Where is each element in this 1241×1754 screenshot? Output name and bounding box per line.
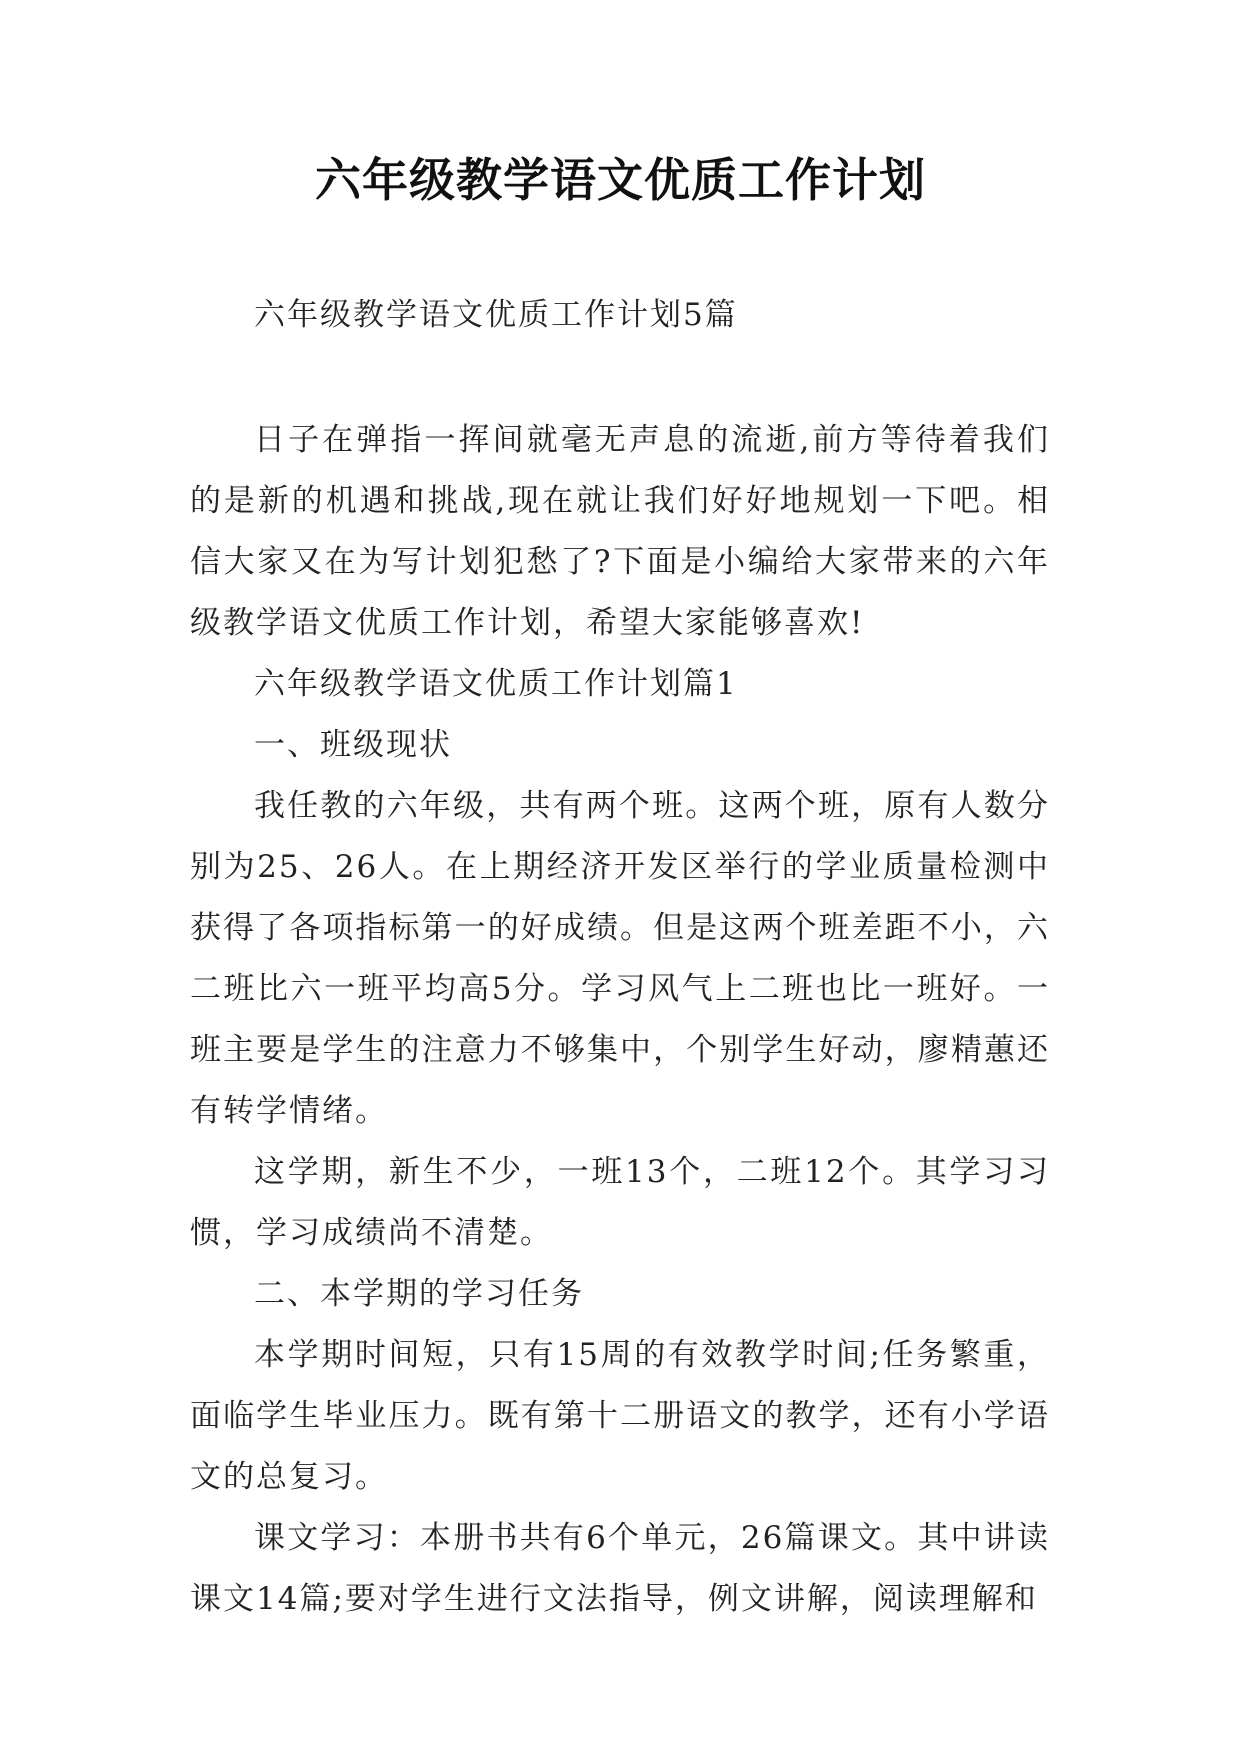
paragraph-text-study: 课文学习：本册书共有6个单元，26篇课文。其中讲读课文14篇;要对学生进行文法指导，例文讲解，阅读理解和 (190, 1520, 1050, 1617)
paragraph-class-status: 我任教的六年级，共有两个班。这两个班，原有人数分别为25、26人。在上期经济开发区举行的学业质量检测中获得了各项指标第一的好成绩。但是这两个班差距不小，六二班比六一班平均高5分。学习风气上二班也比一班好。一班主要是学生的注意力不够集中，个别学生好动，廖精蕙还有转学情绪。 (190, 788, 1050, 1129)
paragraph-new-students: 这学期，新生不少，一班13个，二班12个。其学习习惯，学习成绩尚不清楚。 (190, 1154, 1050, 1251)
section-heading-class-status: 一、班级现状 (254, 727, 452, 763)
page-title: 六年级教学语文优质工作计划 (315, 153, 926, 207)
section-heading-part1: 六年级教学语文优质工作计划篇1 (254, 666, 738, 702)
paragraph-intro: 日子在弹指一挥间就毫无声息的流逝,前方等待着我们的是新的机遇和挑战,现在就让我们好好地规划一下吧。相信大家又在为写计划犯愁了?下面是小编给大家带来的六年级教学语文优质工作计划，希望大家能够喜欢! (190, 422, 1050, 641)
document-subtitle: 六年级教学语文优质工作计划5篇 (254, 297, 738, 333)
document-body (190, 285, 1050, 1630)
paragraph-tasks: 本学期时间短，只有15周的有效教学时间;任务繁重，面临学生毕业压力。既有第十二册语文的教学，还有小学语文的总复习。 (190, 1337, 1050, 1495)
section-heading-tasks: 二、本学期的学习任务 (254, 1276, 584, 1312)
